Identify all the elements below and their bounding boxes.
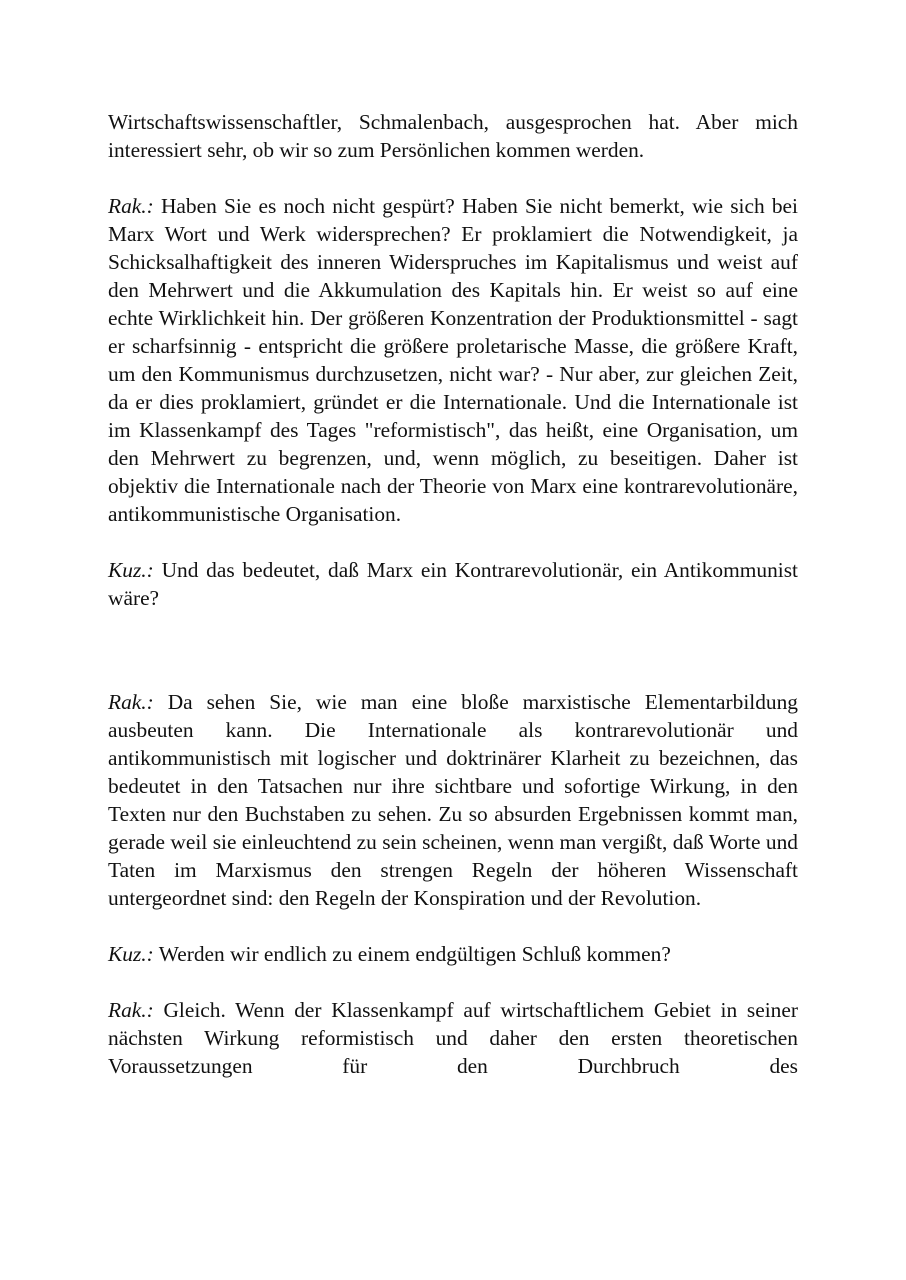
speaker-label: Rak.: [108,690,154,714]
paragraph-intro [108,108,798,164]
paragraph-rak-1 [108,192,798,528]
blank-gap [108,612,798,688]
paragraph-kuz-2 [108,940,798,968]
paragraph-text: Haben Sie es noch nicht gespürt? Haben Sie nicht bemerkt, wie sich bei Marx Wort und Werk widersprechen? Er proklamiert die Notwendigkeit, ja Schicksalhaftigkeit des inneren Widerspruches im Kapitalismus und weist auf den Mehrwert und die Akkumulation des Kapitals hin. Er weist so auf eine echte Wirklichkeit hin. Der größeren Konzentration der Produktionsmittel - sagt er scharfsinnig - entspricht die größere proletarische Masse, die größere Kraft, um den Kommunismus durchzusetzen, nicht war? - Nur aber, zur gleichen Zeit, da er dies proklamiert, gründet er die Internationale. Und die Internationale ist im Klassenkampf des Tages "reformistisch", das heißt, eine Organisation, um den Mehrwert zu begrenzen, und, wenn möglich, zu beseitigen. Daher ist objektiv die Internationale nach der Theorie von Marx eine kontrarevolutionäre, antikommunistische Organisation. [108,194,798,526]
paragraph-rak-2 [108,688,798,912]
paragraph-text: Und das bedeutet, daß Marx ein Kontrarevolutionär, ein Antikommunist wäre? [108,558,798,610]
speaker-label: Rak.: [108,194,154,218]
paragraph-rak-3 [108,996,798,1080]
speaker-label: Rak.: [108,998,154,1022]
speaker-label: Kuz.: [108,558,154,582]
speaker-label: Kuz.: [108,942,154,966]
paragraph-text: Da sehen Sie, wie man eine bloße marxistische Elementarbildung ausbeuten kann. Die Internationale als kontrarevolutionär und antikommunistisch mit logischer und doktrinärer Klarheit zu bezeichnen, das bedeutet in den Tatsachen nur ihre sichtbare und sofortige Wirkung, in den Texten nur den Buchstaben zu sehen. Zu so absurden Ergebnissen kommt man, gerade weil sie einleuchtend zu sein scheinen, wenn man vergißt, daß Worte und Taten im Marxismus den strengen Regeln der höheren Wissenschaft untergeordnet sind: den Regeln der Konspiration und der Revolution. [108,690,798,910]
paragraph-text: Gleich. Wenn der Klassenkampf auf wirtschaftlichem Gebiet in seiner nächsten Wirkung reformistisch und daher den ersten theoretischen Voraussetzungen für den Durchbruch des [108,998,798,1078]
paragraph-text: Wirtschaftswissenschaftler, Schmalenbach, ausgesprochen hat. Aber mich interessiert sehr, ob wir so zum Persönlichen kommen werden. [108,110,798,162]
document-page [108,108,798,1080]
paragraph-text: Werden wir endlich zu einem endgültigen Schluß kommen? [158,942,671,966]
paragraph-kuz-1 [108,556,798,612]
